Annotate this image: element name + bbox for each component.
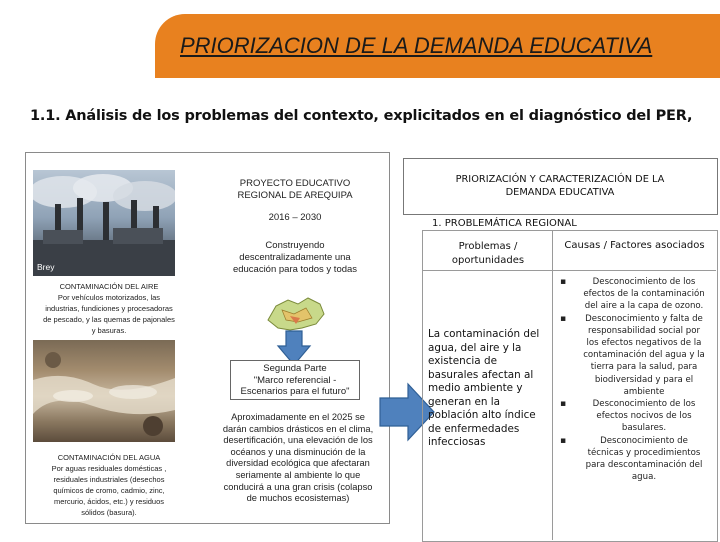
problem-line: generan en la <box>428 395 501 408</box>
col-header-causas: Causas / Factores asociados <box>564 240 705 251</box>
causes-list <box>558 276 716 483</box>
problematica-title: 1. PROBLEMÁTICA REGIONAL <box>432 218 577 229</box>
aire-text <box>30 281 188 336</box>
proyecto-line: PROYECTO EDUCATIVO <box>239 178 351 189</box>
segunda-line: "Marco referencial - <box>253 374 337 386</box>
futuro-text <box>212 412 384 505</box>
col-header-line: oportunidades <box>451 255 525 266</box>
aire-heading: CONTAMINACIÓN DEL AIRE <box>59 282 159 291</box>
problem-line: infecciosas <box>428 436 486 448</box>
aire-line: Por vehículos motorizados, las <box>57 293 161 302</box>
problem-line: existencia de <box>428 355 497 367</box>
cause-item: ▪ Desconocimiento de técnicas y procedimientos para descontaminación del agua. <box>558 435 716 484</box>
agua-line: sólidos (basura). <box>81 508 137 517</box>
col-header-line: Problemas / <box>458 241 518 252</box>
futuro-line: océanos y una disminución de la <box>230 446 366 457</box>
agua-heading: CONTAMINACIÓN DEL AGUA <box>57 453 161 462</box>
polluted-river-photo <box>33 340 175 442</box>
construyendo-line: educación para todos y todas <box>232 264 358 275</box>
table-header-divider <box>422 270 716 271</box>
problem-line: La contaminación del <box>428 328 540 340</box>
construyendo-line: Construyendo <box>265 240 325 251</box>
futuro-line: desertificación, una elevación de los <box>223 435 373 446</box>
futuro-line: conducirá a una gran crisis (colapso <box>223 481 373 492</box>
photo-caption: Brey <box>37 262 55 272</box>
section-subtitle: 1.1. Análisis de los problemas del contexto, explicitados en el diagnóstico del PER, <box>30 108 693 124</box>
cause-item: ▪ Desconocimiento de los efectos de la contaminación del aire a la capa de ozono. <box>558 276 716 313</box>
demanda-heading <box>404 173 716 199</box>
problem-line: de enfermedades <box>428 422 520 435</box>
demanda-heading-line: PRIORIZACIÓN Y CARACTERIZACIÓN DE LA <box>455 174 665 185</box>
agua-line: Por aguas residuales domésticas , <box>51 464 167 473</box>
futuro-line: darán cambios drásticos en el clima, <box>222 423 374 434</box>
problem-line: basurales afectan al <box>428 368 534 381</box>
agua-text <box>30 452 188 518</box>
aire-line: y basuras. <box>91 326 127 335</box>
segunda-line: Segunda Parte <box>263 363 327 374</box>
cause-item: ▪ Desconocimiento y falta de responsabilidad social por los efectos negativos de la contaminación del agua y la tierra para la salud, para biodiversidad y para el ambiente <box>558 313 716 398</box>
segunda-line: Escenarios para el futuro" <box>240 386 350 397</box>
aire-line: industrias, fundiciones y procesadoras <box>45 304 173 313</box>
proyecto-years: 2016 – 2030 <box>268 212 322 223</box>
problem-line: agua, del aire y la <box>428 341 522 354</box>
agua-line: químicos de cromo, cadmio, zinc, <box>53 486 165 495</box>
agua-line: mercurio, ácidos, etc.) y residuos <box>53 497 165 506</box>
futuro-line: Aproximadamente en el 2025 se <box>231 412 365 422</box>
aire-line: de pescado, y las quemas de pajonales <box>43 315 175 324</box>
factory-smoke-photo <box>33 170 175 276</box>
construyendo-text <box>218 240 372 276</box>
construyendo-line: descentralizadamente una <box>239 252 351 263</box>
demanda-heading-line: DEMANDA EDUCATIVA <box>505 187 615 198</box>
futuro-line: seriamente al ambiente lo que <box>235 469 361 480</box>
page-title: PRIORIZACION DE LA DEMANDA EDUCATIVA <box>180 33 653 58</box>
futuro-line: de muchos ecosistemas) <box>246 493 350 504</box>
futuro-line: diversidad ecológica que afectaran <box>226 458 370 469</box>
cause-item: ▪ Desconocimiento de los efectos nocivos de los basulares. <box>558 398 716 435</box>
proyecto-title <box>220 178 370 202</box>
problem-line: población alto índice <box>428 409 536 421</box>
problem-cell <box>428 328 554 450</box>
agua-line: residuales industriales (desechos <box>53 475 165 484</box>
problem-line: medio ambiente y <box>428 382 523 394</box>
proyecto-line: REGIONAL DE AREQUIPA <box>237 190 353 201</box>
col-header-problemas <box>424 240 552 268</box>
segunda-parte-text <box>230 363 360 398</box>
